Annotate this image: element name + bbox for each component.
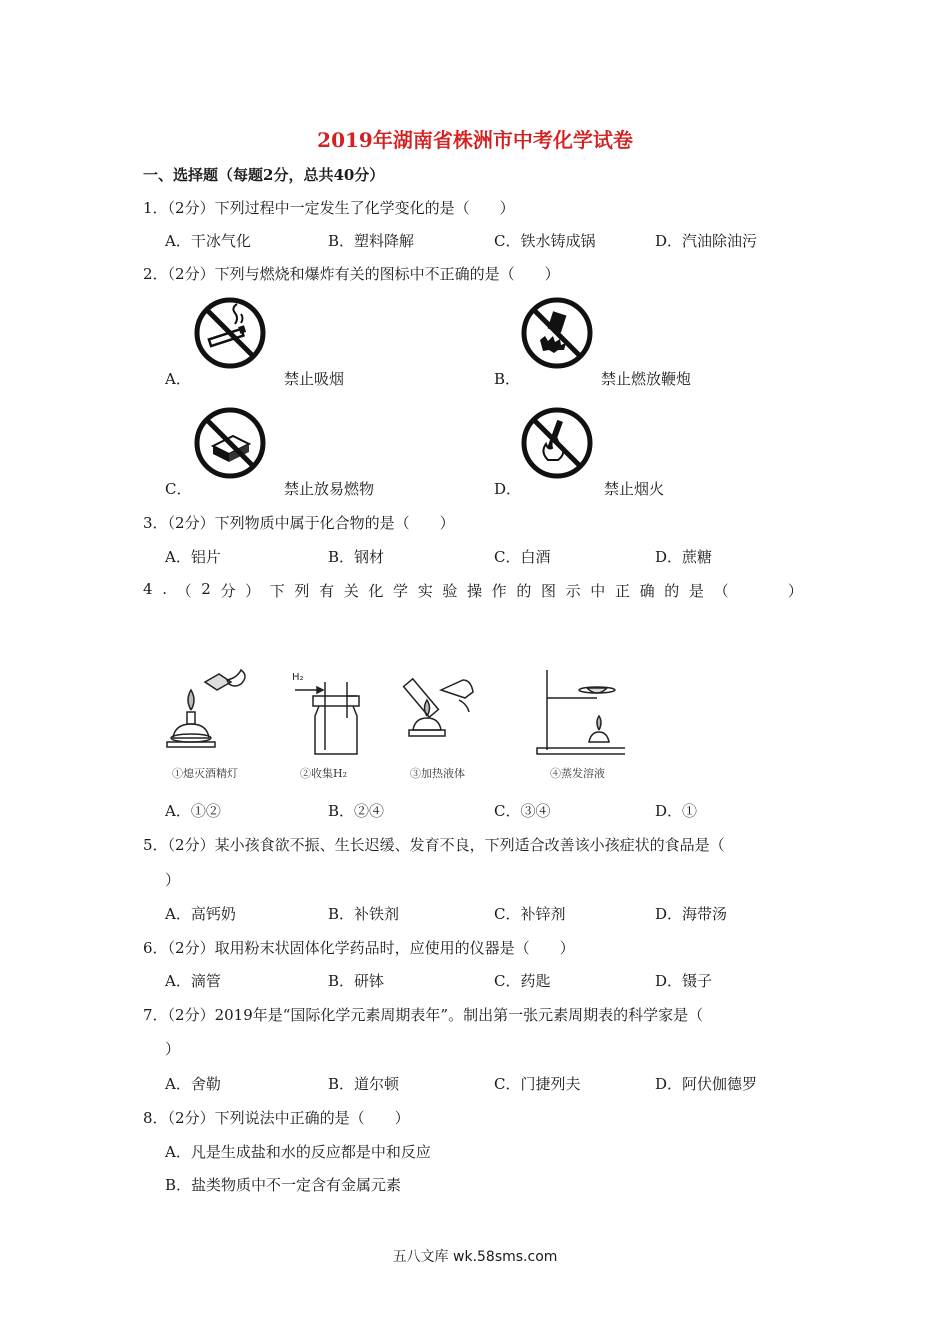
q3-option-b: B．钢材 — [328, 548, 385, 566]
q4-option-c: C．③④ — [494, 802, 551, 820]
q2-caption-d: 禁止烟火 — [604, 480, 665, 498]
q3-option-d: D．蔗糖 — [655, 548, 713, 566]
figure-label-1: ①熄灭酒精灯 — [172, 767, 238, 780]
q6-option-d: D．镊子 — [655, 972, 713, 990]
q7-option-c: C．门捷列夫 — [494, 1075, 581, 1093]
q5-option-d: D．海带汤 — [655, 905, 728, 923]
q8-option-a: A．凡是生成盐和水的反应都是中和反应 — [165, 1143, 431, 1161]
q1-option-a: A．干冰气化 — [165, 232, 251, 250]
question-3-stem: 3．（2分）下列物质中属于化合物的是（ ） — [143, 514, 455, 532]
question-8-stem: 8．（2分）下列说法中正确的是（ ） — [143, 1109, 410, 1127]
figure-label-3: ③加热液体 — [410, 767, 465, 780]
heating-liquid-illustration — [404, 679, 473, 736]
gas-label: H₂ — [292, 672, 304, 683]
no-smoking-sign-icon — [193, 296, 267, 370]
q1-option-d: D．汽油除油污 — [655, 232, 758, 250]
q5-option-c: C．补锌剂 — [494, 905, 566, 923]
q6-option-a: A．滴管 — [165, 972, 221, 990]
question-7-stem: 7．（2分）2019年是“国际化学元素周期表年”。制出第一张元素周期表的科学家是（ — [143, 1006, 704, 1024]
q2-option-a: A． — [165, 370, 191, 388]
q6-option-b: B．研钵 — [328, 972, 385, 990]
q2-caption-b: 禁止燃放鞭炮 — [601, 370, 692, 388]
gas-bottle-illustration — [295, 682, 359, 754]
figure-label-2: ②收集H₂ — [300, 767, 348, 780]
q4-option-d: D．① — [655, 802, 698, 820]
q7-option-d: D．阿伏伽德罗 — [655, 1075, 758, 1093]
q1-option-c: C．铁水铸成锅 — [494, 232, 596, 250]
question-2-stem: 2．（2分）下列与燃烧和爆炸有关的图标中不正确的是（ ） — [143, 265, 560, 283]
alcohol-lamp-illustration — [167, 670, 245, 747]
q2-option-d: D． — [494, 480, 522, 498]
q5-option-a: A．高钙奶 — [165, 905, 236, 923]
q3-option-c: C．白酒 — [494, 548, 551, 566]
question-1-stem: 1．（2分）下列过程中一定发生了化学变化的是（ ） — [143, 199, 515, 217]
q5-option-b: B．补铁剂 — [328, 905, 400, 923]
page-title: 2019年湖南省株洲市中考化学试卷 — [317, 128, 633, 152]
figure-label-4: ④蒸发溶液 — [550, 767, 605, 780]
q4-option-a: A．①② — [165, 802, 221, 820]
q2-option-b: B． — [494, 370, 521, 388]
question-5-stem: 5．（2分）某小孩食欲不振、生长迟缓、发育不良，下列适合改善该小孩症状的食品是（ — [143, 836, 725, 854]
q7-option-a: A．舍勒 — [165, 1075, 221, 1093]
no-firecrackers-sign-icon — [520, 296, 594, 370]
no-flammables-sign-icon — [193, 406, 267, 480]
q1-option-b: B．塑料降解 — [328, 232, 415, 250]
question-7-stem-cont: ） — [165, 1040, 181, 1058]
q3-option-a: A．铝片 — [165, 548, 221, 566]
q6-option-c: C．药匙 — [494, 972, 551, 990]
q4-option-b: B．②④ — [328, 802, 385, 820]
evaporation-illustration — [537, 670, 625, 754]
question-4-stem: 4 . （ 2 分 ） 下 列 有 关 化 学 实 验 操 作 的 图 示 中 正 确 的 是 （ ） — [143, 580, 803, 600]
q8-option-b: B．盐类物质中不一定含有金属元素 — [165, 1176, 402, 1194]
question-6-stem: 6．（2分）取用粉末状固体化学药品时，应使用的仪器是（ ） — [143, 939, 575, 957]
q2-caption-a: 禁止吸烟 — [284, 370, 345, 388]
question-5-stem-cont: ） — [165, 871, 181, 889]
q7-option-b: B．道尔顿 — [328, 1075, 400, 1093]
section-heading: 一、选择题（每题2分，总共40分） — [143, 166, 385, 184]
no-open-flame-sign-icon — [520, 406, 594, 480]
q2-option-c: C． — [165, 480, 192, 498]
q2-caption-c: 禁止放易燃物 — [284, 480, 375, 498]
footer-watermark: 五八文库 wk.58sms.com — [392, 1249, 558, 1265]
